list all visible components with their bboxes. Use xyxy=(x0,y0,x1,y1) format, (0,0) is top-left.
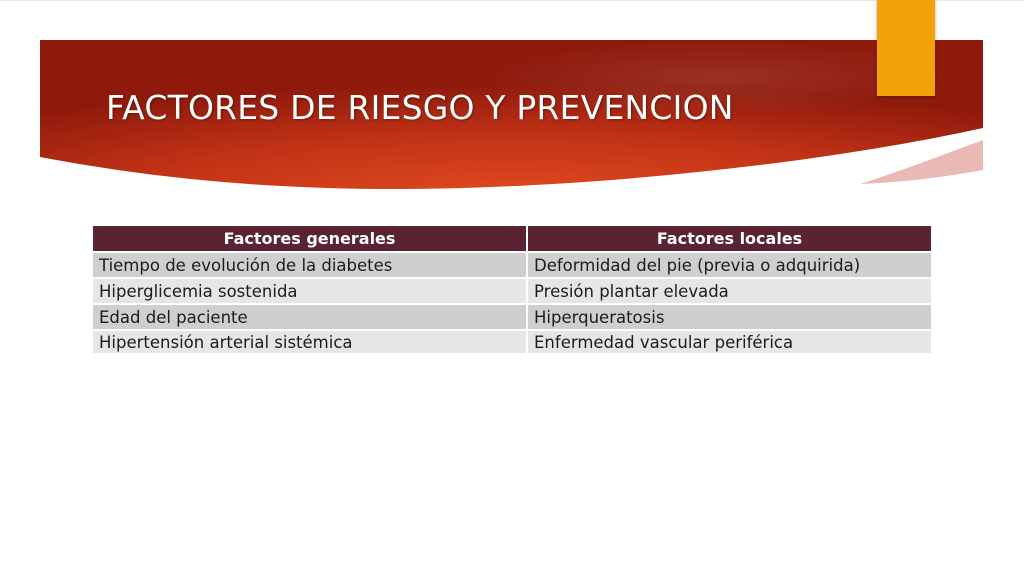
header-local-factors: Factores locales xyxy=(527,226,931,252)
general-factor-cell: Edad del paciente xyxy=(93,304,527,330)
local-factor-cell: Hiperqueratosis xyxy=(527,304,931,330)
table-header-row xyxy=(93,226,931,252)
table-row xyxy=(93,252,931,278)
risk-factors-table xyxy=(93,226,931,353)
general-factor-cell: Tiempo de evolución de la diabetes xyxy=(93,252,527,278)
local-factor-cell: Deformidad del pie (previa o adquirida) xyxy=(527,252,931,278)
general-factor-cell: Hipertensión arterial sistémica xyxy=(93,330,527,353)
local-factor-cell: Enfermedad vascular periférica xyxy=(527,330,931,353)
general-factor-cell: Hiperglicemia sostenida xyxy=(93,278,527,304)
header-general-factors: Factores generales xyxy=(93,226,527,252)
local-factor-cell: Presión plantar elevada xyxy=(527,278,931,304)
table-row xyxy=(93,278,931,304)
slide-title: FACTORES DE RIESGO Y PREVENCION xyxy=(106,88,734,127)
accent-tab xyxy=(877,0,935,96)
table-row xyxy=(93,330,931,353)
table-row xyxy=(93,304,931,330)
